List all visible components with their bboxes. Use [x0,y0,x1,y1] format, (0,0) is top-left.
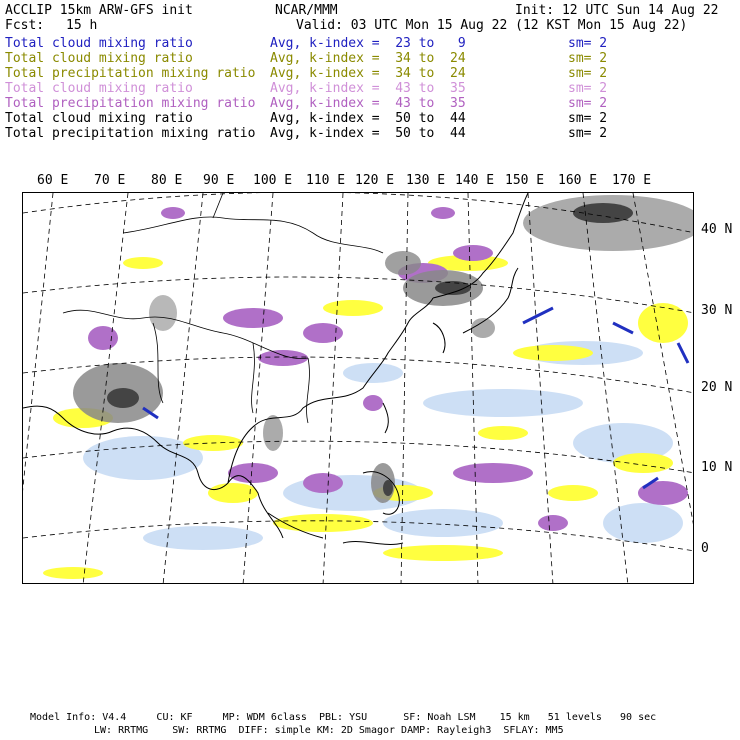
model-info-line2: LW: RRTMG SW: RRTMG DIFF: simple KM: 2D Smagor DAMP: Rayleigh3 SFLAY: MM5 [94,725,564,736]
legend-avg-5: Avg, k-index = 50 to 44 [270,111,466,126]
legend-sm-1: sm= 2 [568,51,608,66]
legend-name-0: Total cloud mixing ratio [5,36,193,51]
lon-label: 70 E [94,173,126,188]
lon-label: 150 E [505,173,545,188]
lon-label: 110 E [306,173,346,188]
legend-name-4: Total precipitation mixing ratio [5,96,256,111]
legend-name-5: Total cloud mixing ratio [5,111,193,126]
legend-avg-4: Avg, k-index = 43 to 35 [270,96,466,111]
lon-label: 120 E [355,173,395,188]
org-label: NCAR/MMM [275,3,338,18]
forecast-hours: 15 h [66,18,98,33]
legend-sm-4: sm= 2 [568,96,608,111]
legend-avg-0: Avg, k-index = 23 to 9 [270,36,466,51]
lon-label: 90 E [203,173,235,188]
legend-avg-2: Avg, k-index = 34 to 24 [270,66,466,81]
plot-title: ACCLIP 15km ARW-GFS init [5,3,193,18]
lon-label: 80 E [151,173,183,188]
legend-name-2: Total precipitation mixing ratio [5,66,256,81]
legend-name-1: Total cloud mixing ratio [5,51,193,66]
forecast-label: Fcst: [5,18,45,33]
model-info-line1: Model Info: V4.4 CU: KF MP: WDM 6class PBL: YSU SF: Noah LSM 15 km 51 levels 90 sec [30,712,657,723]
lat-label: 10 N [701,460,733,475]
lon-label: 130 E [406,173,446,188]
lon-label: 100 E [253,173,293,188]
init-time: Init: 12 UTC Sun 14 Aug 22 [515,3,719,18]
legend-sm-0: sm= 2 [568,36,608,51]
legend-sm-6: sm= 2 [568,126,608,141]
lat-label: 40 N [701,222,733,237]
legend-avg-6: Avg, k-index = 50 to 44 [270,126,466,141]
lon-label: 140 E [455,173,495,188]
lat-label: 30 N [701,303,733,318]
valid-time: Valid: 03 UTC Mon 15 Aug 22 (12 KST Mon 15 Aug 22) [296,18,688,33]
lon-label: 170 E [612,173,652,188]
legend-avg-3: Avg, k-index = 43 to 35 [270,81,466,96]
light-cloud-layer [83,341,683,550]
lat-label: 20 N [701,380,733,395]
legend-sm-3: sm= 2 [568,81,608,96]
lon-label: 60 E [37,173,69,188]
legend-sm-5: sm= 2 [568,111,608,126]
lat-label: 0 [701,541,709,556]
lon-label: 160 E [558,173,598,188]
legend-name-6: Total precipitation mixing ratio [5,126,256,141]
map-panel [22,192,694,584]
map-svg [23,193,694,584]
legend-name-3: Total cloud mixing ratio [5,81,193,96]
legend-sm-2: sm= 2 [568,66,608,81]
legend-avg-1: Avg, k-index = 34 to 24 [270,51,466,66]
